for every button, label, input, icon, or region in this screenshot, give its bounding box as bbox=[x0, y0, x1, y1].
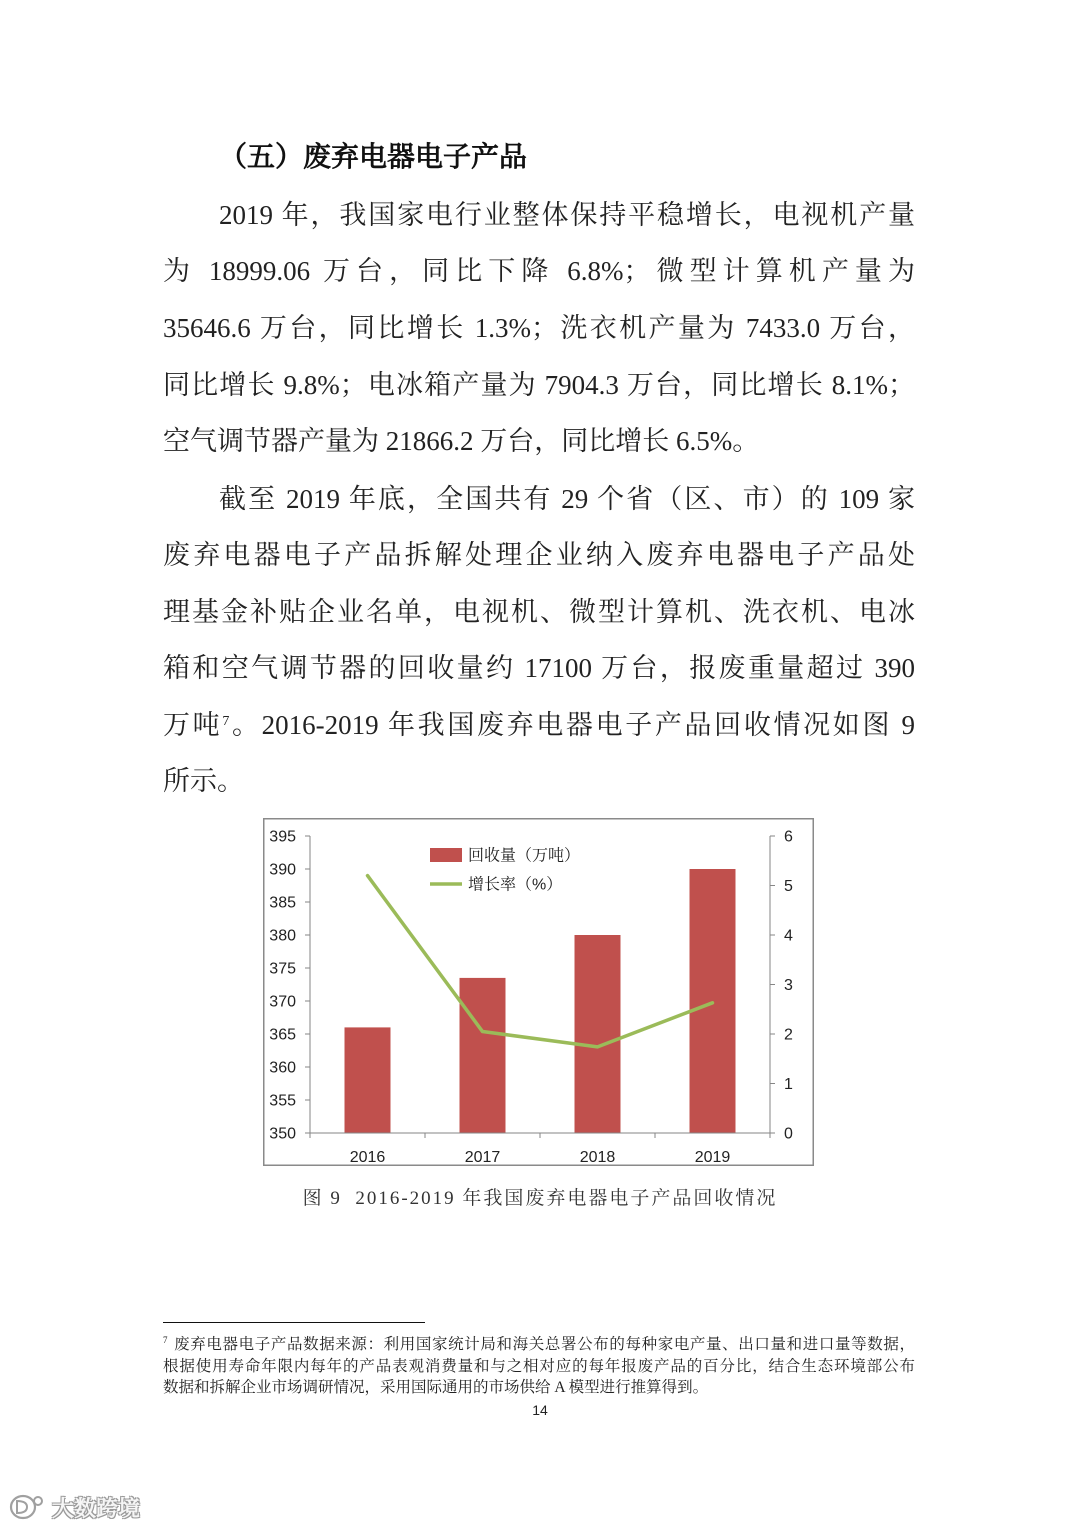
line-text-after-ref: 。2016-2019 年我国废弃电器电子产品回收情况如图 9 bbox=[229, 709, 915, 740]
y-right-tick-label: 2 bbox=[784, 1026, 793, 1044]
y-right-tick-label: 4 bbox=[784, 927, 793, 945]
y-right-tick-label: 6 bbox=[784, 828, 793, 846]
brand-logo-icon bbox=[8, 1492, 46, 1522]
recycling-chart bbox=[263, 818, 814, 1166]
x-tick-label: 2018 bbox=[579, 1149, 616, 1166]
paragraph-line: 空气调节器产量为 21866.2 万台，同比增长 6.5%。 bbox=[163, 426, 760, 457]
x-tick-label: 2016 bbox=[349, 1149, 386, 1166]
y-right-tick-label: 0 bbox=[784, 1125, 793, 1143]
footnote-text: 废弃电器电子产品数据来源：利用国家统计局和海关总署公布的每种家电产量、出口量和进口量等数据， bbox=[173, 1336, 915, 1354]
footnote-reference: 7 bbox=[222, 713, 230, 729]
y-left-tick-label: 395 bbox=[269, 828, 296, 846]
x-tick-label: 2019 bbox=[694, 1149, 731, 1166]
legend-label-growth-rate: 增长率（%） bbox=[468, 876, 563, 894]
line-text-before-ref: 万吨 bbox=[163, 709, 223, 740]
bar-2019 bbox=[690, 869, 736, 1133]
paragraph-line: 同比增长 9.8%；电冰箱产量为 7904.3 万台，同比增长 8.1%； bbox=[163, 369, 915, 400]
paragraph-line: 废弃电器电子产品拆解处理企业纳入废弃电器电子产品处 bbox=[163, 539, 915, 570]
paragraph-line: 为 18999.06 万台，同比下降 6.8%；微型计算机产量为 bbox=[163, 256, 915, 287]
paragraph-line: 2019 年，我国家电行业整体保持平稳增长，电视机产量 bbox=[219, 199, 915, 230]
legend-swatch-bar bbox=[430, 848, 462, 862]
y-left-tick-label: 375 bbox=[269, 960, 296, 978]
watermark-text: 大数跨境 bbox=[52, 1496, 141, 1522]
bar-2016 bbox=[345, 1027, 391, 1133]
y-left-tick-label: 380 bbox=[269, 927, 296, 945]
y-left-tick-label: 365 bbox=[269, 1026, 296, 1044]
y-left-tick-label: 385 bbox=[269, 894, 296, 912]
footnote-line: 根据使用寿命年限内每年的产品表观消费量和与之相对应的每年报废产品的百分比，结合生态环境部公布 bbox=[163, 1357, 915, 1375]
footnote-line bbox=[163, 1334, 915, 1356]
footnote-line: 数据和拆解企业市场调研情况，采用国际通用的市场供给 A 模型进行推算得到。 bbox=[163, 1379, 709, 1397]
footnote-number: 7 bbox=[163, 1335, 168, 1346]
y-left-tick-label: 360 bbox=[269, 1059, 296, 1077]
y-left-tick-label: 370 bbox=[269, 993, 296, 1011]
section-heading: （五）废弃电器电子产品 bbox=[219, 142, 528, 173]
paragraph-line: 截至 2019 年底，全国共有 29 个省（区、市）的 109 家 bbox=[219, 483, 915, 514]
y-right-tick-label: 3 bbox=[784, 977, 793, 994]
page-number: 14 bbox=[532, 1402, 548, 1418]
x-tick-label: 2017 bbox=[464, 1149, 501, 1166]
bar-2018 bbox=[575, 935, 621, 1133]
paragraph-line-with-footnote-ref bbox=[163, 697, 915, 754]
bar-2017 bbox=[460, 978, 506, 1133]
paragraph-line: 箱和空气调节器的回收量约 17100 万台，报废重量超过 390 bbox=[163, 652, 915, 683]
paragraph-line: 35646.6 万台，同比增长 1.3%；洗衣机产量为 7433.0 万台， bbox=[163, 313, 915, 343]
y-left-tick-label: 350 bbox=[269, 1125, 296, 1143]
footnote-separator bbox=[163, 1322, 425, 1323]
legend-label-recycling-volume: 回收量（万吨） bbox=[468, 847, 581, 865]
y-right-tick-label: 5 bbox=[784, 878, 793, 895]
figure-caption: 图 9 2016-2019 年我国废弃电器电子产品回收情况 bbox=[302, 1188, 778, 1209]
paragraph-line: 所示。 bbox=[163, 765, 244, 796]
paragraph-line: 理基金补贴企业名单，电视机、微型计算机、洗衣机、电冰 bbox=[163, 596, 915, 627]
y-left-tick-label: 390 bbox=[269, 861, 296, 879]
y-right-tick-label: 1 bbox=[784, 1076, 793, 1093]
y-left-tick-label: 355 bbox=[269, 1092, 296, 1110]
watermark bbox=[8, 1490, 140, 1524]
